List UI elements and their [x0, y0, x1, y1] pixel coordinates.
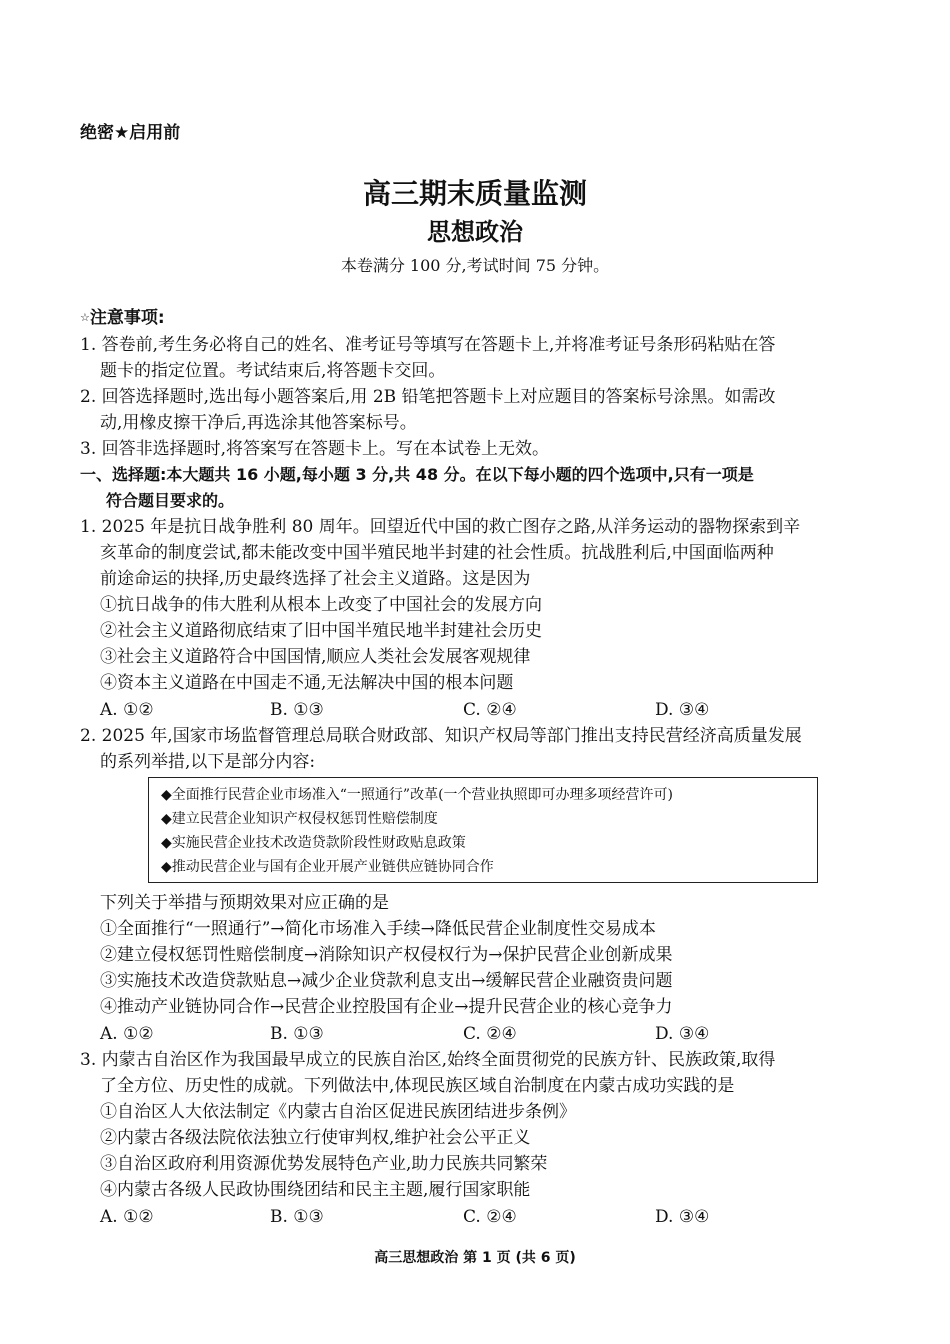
q1-statement-3: ③社会主义道路符合中国国情,顺应人类社会发展客观规律 [100, 647, 531, 667]
section-heading: 一、选择题:本大题共 16 小题,每小题 3 分,共 48 分。在以下每小题的四个选项中,只有一项是 [80, 465, 754, 484]
notice-item-2-cont: 动,用橡皮擦干净后,再选涂其他答案标号。 [100, 413, 417, 433]
q2-stem-2: 的系列举措,以下是部分内容: [100, 752, 316, 772]
q1-statement-4: ④资本主义道路在中国走不通,无法解决中国的根本问题 [100, 673, 514, 693]
confidential-mark: 绝密★启用前 [80, 123, 181, 143]
q3-option-b[interactable]: B. ①③ [270, 1207, 324, 1227]
q2-statement-1: ①全面推行“一照通行”→简化市场准入手续→降低民营企业制度性交易成本 [100, 919, 656, 939]
q1-stem-3: 前途命运的抉择,历史最终选择了社会主义道路。这是因为 [100, 569, 531, 589]
q1-stem-2: 亥革命的制度尝试,都未能改变中国半殖民地半封建的社会性质。抗战胜利后,中国面临两种 [100, 543, 774, 563]
q2-statement-3: ③实施技术改造贷款贴息→减少企业贷款利息支出→缓解民营企业融资贵问题 [100, 971, 673, 991]
q1-statement-1: ①抗日战争的伟大胜利从根本上改变了中国社会的发展方向 [100, 595, 542, 615]
q2-measure-1: ◆全面推行民营企业市场准入“一照通行”改革(一个营业执照即可办理多项经营许可) [161, 787, 674, 803]
star-icon: ☆ [80, 311, 90, 324]
notice-item-1: 1. 答卷前,考生务必将自己的姓名、准考证号等填写在答题卡上,并将准考证号条形码粘贴在答 [80, 335, 776, 355]
q2-option-c[interactable]: C. ②④ [463, 1024, 517, 1044]
q3-statement-2: ②内蒙古各级法院依法独立行使审判权,维护社会公平正义 [100, 1128, 531, 1148]
page-footer: 高三思想政治 第 1 页 (共 6 页) [374, 1250, 576, 1266]
q2-statement-2: ②建立侵权惩罚性赔偿制度→消除知识产权侵权行为→保护民营企业创新成果 [100, 945, 673, 965]
q2-measures-box [148, 777, 818, 883]
exam-info: 本卷满分 100 分,考试时间 75 分钟。 [340, 256, 610, 275]
q1-option-d[interactable]: D. ③④ [655, 700, 710, 720]
q3-statement-1: ①自治区人大依法制定《内蒙古自治区促进民族团结进步条例》 [100, 1102, 576, 1122]
exam-title: 高三期末质量监测 [362, 177, 587, 210]
q2-question: 下列关于举措与预期效果对应正确的是 [100, 893, 389, 913]
notice-item-3: 3. 回答非选择题时,将答案写在答题卡上。写在本试卷上无效。 [80, 439, 550, 459]
q2-measure-3: ◆实施民营企业技术改造贷款阶段性财政贴息政策 [161, 835, 466, 851]
q1-option-a[interactable]: A. ①② [100, 700, 154, 720]
q3-statement-3: ③自治区政府利用资源优势发展特色产业,助力民族共同繁荣 [100, 1154, 548, 1174]
notice-heading [80, 307, 165, 329]
q2-stem-1: 2. 2025 年,国家市场监督管理总局联合财政部、知识产权局等部门推出支持民营经济高质量发展 [80, 726, 802, 746]
notice-heading-text: 注意事项: [89, 308, 165, 328]
subject-title: 思想政治 [427, 217, 523, 246]
q3-stem-2: 了全方位、历史性的成就。下列做法中,体现民族区域自治制度在内蒙古成功实践的是 [100, 1076, 735, 1096]
q2-option-a[interactable]: A. ①② [100, 1024, 154, 1044]
notice-item-2: 2. 回答选择题时,选出每小题答案后,用 2B 铅笔把答题卡上对应题目的答案标号涂黑。如需改 [80, 387, 776, 407]
section-heading-cont: 符合题目要求的。 [106, 491, 235, 510]
q2-measure-4: ◆推动民营企业与国有企业开展产业链供应链协同合作 [161, 859, 494, 875]
q1-statement-2: ②社会主义道路彻底结束了旧中国半殖民地半封建社会历史 [100, 621, 542, 641]
q1-option-b[interactable]: B. ①③ [270, 700, 324, 720]
q2-statement-4: ④推动产业链协同合作→民营企业控股国有企业→提升民营企业的核心竞争力 [100, 997, 673, 1017]
q3-statement-4: ④内蒙古各级人民政协围绕团结和民主主题,履行国家职能 [100, 1180, 531, 1200]
q1-option-c[interactable]: C. ②④ [463, 700, 517, 720]
q2-measure-2: ◆建立民营企业知识产权侵权惩罚性赔偿制度 [161, 811, 438, 827]
q3-option-c[interactable]: C. ②④ [463, 1207, 517, 1227]
q3-stem-1: 3. 内蒙古自治区作为我国最早成立的民族自治区,始终全面贯彻党的民族方针、民族政策,取得 [80, 1050, 776, 1070]
q3-option-d[interactable]: D. ③④ [655, 1207, 710, 1227]
q2-option-b[interactable]: B. ①③ [270, 1024, 324, 1044]
q2-option-d[interactable]: D. ③④ [655, 1024, 710, 1044]
notice-item-1-cont: 题卡的指定位置。考试结束后,将答题卡交回。 [100, 361, 446, 381]
q3-option-a[interactable]: A. ①② [100, 1207, 154, 1227]
q1-stem-1: 1. 2025 年是抗日战争胜利 80 周年。回望近代中国的救亡图存之路,从洋务运动的器物探索到辛 [80, 517, 801, 537]
